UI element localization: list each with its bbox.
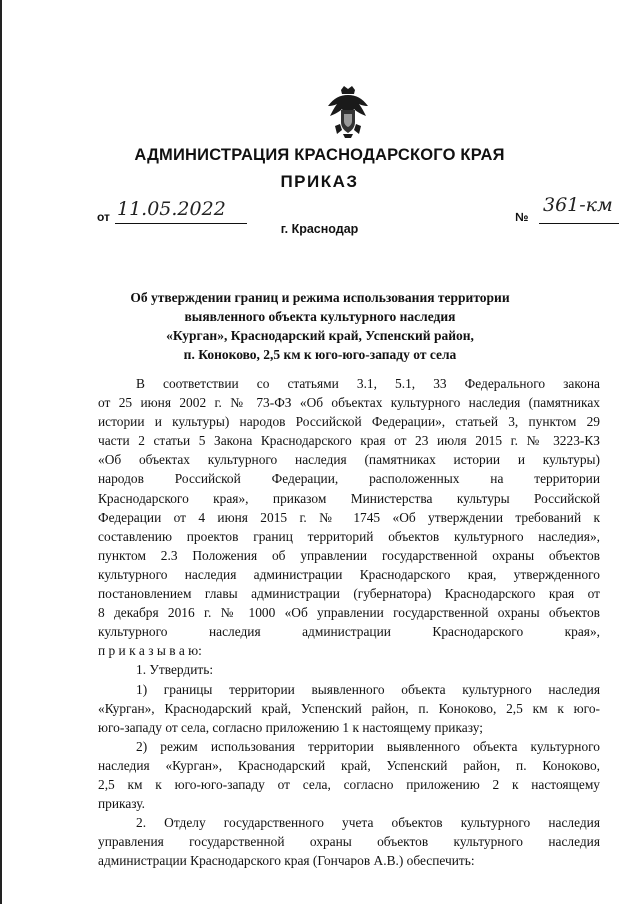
- body-line: культурного наследия администрации Краснодарского края, утвержденного: [98, 566, 600, 582]
- body-line: 1) границы территории выявленного объекта культурного наследия: [136, 681, 600, 697]
- body-line: юго-западу от села, согласно приложению 1 к настоящему приказу;: [98, 719, 483, 735]
- date-label: от: [97, 210, 110, 224]
- body-line: части 2 статьи 5 Закона Краснодарского края от 23 июля 2015 г. № 3223-КЗ: [98, 433, 600, 449]
- document-type: ПРИКАЗ: [280, 172, 359, 191]
- title-line: выявленного объекта культурного наследия: [184, 309, 456, 324]
- body-line: Краснодарского края», приказом Министерства культуры Российской: [98, 490, 600, 506]
- body-line: наследия «Курган», Краснодарский край, Успенский район, п. Коноково,: [98, 757, 600, 773]
- title-line: «Курган», Краснодарский край, Успенский район,: [166, 328, 474, 343]
- body-line: приказу.: [98, 796, 145, 812]
- title-line: п. Коноково, 2,5 км к юго-юго-западу от села: [183, 347, 457, 362]
- body-line: постановлением главы администрации (губернатора) Краснодарского края от: [98, 586, 600, 602]
- body-line: администрации Краснодарского края (Гончаров А.В.) обеспечить:: [98, 853, 475, 869]
- date-handwritten: 11.05.2022: [117, 198, 226, 220]
- document-body: [98, 374, 600, 870]
- body-line: составлению проектов границ территорий объектов культурного наследия»,: [98, 528, 600, 544]
- body-line: народов Российской Федерации, расположенных на территории: [98, 471, 600, 487]
- document-title: [60, 288, 580, 364]
- body-line: 2,5 км к юго-юго-западу от села, согласно приложению 2 к настоящему: [98, 776, 600, 792]
- body-line: п р и к а з ы в а ю:: [98, 643, 202, 659]
- body-line: 8 декабря 2016 г. № 1000 «Об управлении государственной охраны объектов: [98, 605, 600, 621]
- body-line: «Курган», Краснодарский край, Успенский район, п. Коноково, 2,5 км к юго-: [98, 700, 600, 716]
- body-line: 2. Отделу государственного учета объектов культурного наследия: [136, 815, 600, 831]
- body-line: от 25 июня 2002 г. № 73-ФЗ «Об объектах культурного наследия (памятниках: [98, 395, 600, 411]
- body-line: Федерации от 4 июня 2015 г. № 1745 «Об утверждении требований к: [98, 509, 600, 525]
- body-line: истории и культуры) народов Российской Федерации», статьей 3, пунктом 29: [98, 414, 600, 430]
- body-line: 1. Утвердить:: [136, 662, 214, 678]
- body-line: «Об объектах культурного наследия (памятниках истории и культуры): [98, 452, 600, 468]
- agency-name: АДМИНИСТРАЦИЯ КРАСНОДАРСКОГО КРАЯ: [134, 146, 505, 164]
- body-line: культурного наследия администрации Краснодарского края»,: [98, 624, 600, 640]
- body-line: пунктом 2.3 Положения об управлении государственной охраны объектов: [98, 547, 600, 563]
- page-edge-line: [0, 0, 2, 904]
- body-line: В соответствии со статьями 3.1, 5.1, 33 Федерального закона: [136, 376, 600, 391]
- city-name: г. Краснодар: [280, 222, 359, 236]
- body-line: 2) режим использования территории выявленного объекта культурного: [136, 738, 600, 754]
- number-label: №: [515, 210, 529, 224]
- title-line: Об утверждении границ и режима использования территории: [130, 290, 510, 305]
- body-line: управления государственной охраны объектов культурного наследия: [98, 834, 600, 850]
- coat-of-arms-icon: [326, 86, 370, 138]
- number-handwritten: 361-км: [543, 194, 613, 216]
